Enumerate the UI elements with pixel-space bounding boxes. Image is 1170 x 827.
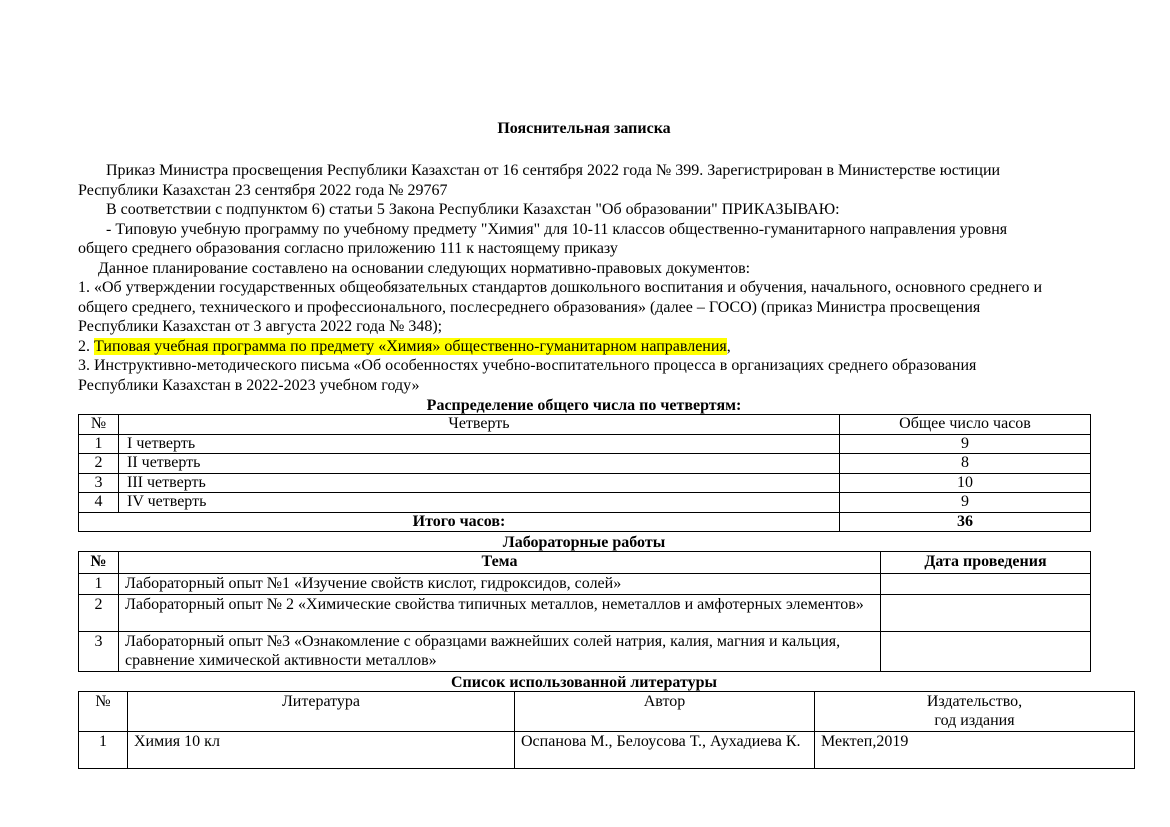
body-text [78, 161, 1090, 395]
table-row [79, 732, 1135, 769]
paragraph-line: В соответствии с подпунктом 6) статьи 5 Закона Республики Казахстан "Об образовании" ПРИКАЗЫВАЮ: [106, 201, 840, 218]
row-number-cell: 3 [79, 632, 119, 672]
num-column-header: № [79, 552, 119, 574]
hours-column-header: Общее число часов [840, 415, 1091, 435]
paragraph-line: 1. «Об утверждении государственных общеобязательных стандартов дошкольного воспитания и обучения, начального, основного среднего и [78, 279, 1043, 296]
hours-cell: 9 [840, 493, 1091, 513]
publisher-header-line2: год издания [934, 711, 1015, 729]
date-column-header: Дата проведения [881, 552, 1091, 574]
topic-cell: Лабораторный опыт №1 «Изучение свойств кислот, гидроксидов, солей» [119, 573, 881, 595]
document-title: Пояснительная записка [497, 120, 671, 137]
author-column-header: Автор [515, 692, 815, 732]
page-content [78, 119, 1090, 769]
date-cell [881, 595, 1091, 632]
highlight-prefix: 2. [78, 337, 94, 355]
literature-table-heading: Список использованной литературы [451, 674, 717, 691]
paragraph-line-highlighted [78, 337, 1090, 357]
date-cell [881, 573, 1091, 595]
table-row [79, 473, 1091, 493]
publisher-header-line1: Издательство, [926, 693, 1023, 710]
hours-cell: 8 [840, 454, 1091, 474]
row-number-cell: 1 [79, 573, 119, 595]
topic-column-header: Тема [119, 552, 881, 574]
hours-cell: 10 [840, 473, 1091, 493]
topic-cell: Лабораторный опыт № 2 «Химические свойства типичных металлов, неметаллов и амфотерных элементов» [119, 595, 881, 632]
table-row [79, 493, 1091, 513]
date-cell [881, 632, 1091, 672]
table-header-row [79, 692, 1135, 732]
labs-table-heading: Лабораторные работы [502, 534, 666, 551]
paragraph-line: Республики Казахстан 23 сентября 2022 года № 29767 [78, 181, 448, 199]
hours-cell: 9 [840, 434, 1091, 454]
quarter-cell: I четверть [119, 434, 840, 454]
paragraph-line: общего среднего образования согласно приложению 111 к настоящему приказу [78, 240, 618, 257]
table-row [79, 573, 1091, 595]
topic-cell: Лабораторный опыт №3 «Ознакомление с образцами важнейших солей натрия, калия, магния и кальция, сравнение химической активности металлов» [119, 632, 881, 672]
table-total-row [79, 512, 1091, 532]
quarters-table-heading: Распределение общего числа по четвертям: [426, 397, 742, 414]
total-label-cell: Итого часов: [79, 512, 840, 532]
paragraph-line: - Типовую учебную программу по учебному предмету "Химия" для 10-11 классов общественно-гуманитарного направления уровня [106, 220, 1008, 238]
author-text: Оспанова М., Белоусова Т., Аухадиева К. [521, 733, 801, 750]
publisher-column-header [815, 692, 1135, 732]
paragraph-line: Приказ Министра просвещения Республики Казахстан от 16 сентября 2022 года № 399. Зарегистрирован в Министерстве юстиции [106, 162, 1001, 179]
table-header-row [79, 552, 1091, 574]
labs-table [78, 551, 1091, 672]
row-number-cell: 2 [79, 595, 119, 632]
paragraph-line: 3. Инструктивно-методического письма «Об особенностях учебно-воспитательного процесса в организациях среднего образования [78, 357, 977, 374]
author-cell [515, 732, 815, 769]
highlight-suffix: , [726, 337, 731, 355]
row-number-cell: 1 [79, 434, 119, 454]
highlighted-text: Типовая учебная программа по предмету «Химия» общественно-гуманитарном направления [94, 337, 727, 355]
row-number-cell: 3 [79, 473, 119, 493]
row-number-cell: 2 [79, 454, 119, 474]
row-number-cell: 4 [79, 493, 119, 513]
quarter-column-header: Четверть [119, 415, 840, 435]
literature-column-header: Литература [128, 692, 515, 732]
quarter-cell: IV четверть [119, 493, 840, 513]
table-row [79, 434, 1091, 454]
num-column-header: № [79, 415, 119, 435]
table-row [79, 632, 1091, 672]
quarters-table [78, 414, 1091, 532]
paragraph-line: Республики Казахстан от 3 августа 2022 года № 348); [78, 318, 443, 335]
num-column-header: № [79, 692, 128, 732]
paragraph-line: Республики Казахстан в 2022-2023 учебном году» [78, 376, 420, 394]
table-row [79, 454, 1091, 474]
paragraph-line: общего среднего, технического и профессионального, послесреднего образования» (далее – ГОСО) (приказ Министра просвещения [78, 298, 981, 316]
row-number-cell: 1 [79, 732, 128, 769]
quarter-cell: III четверть [119, 473, 840, 493]
total-value-cell: 36 [840, 512, 1091, 532]
table-row [79, 595, 1091, 632]
table-header-row [79, 415, 1091, 435]
literature-table [78, 691, 1135, 769]
paragraph-line: Данное планирование составлено на основании следующих нормативно-правовых документов: [98, 259, 751, 277]
publisher-cell: Мектеп,2019 [815, 732, 1135, 769]
literature-cell: Химия 10 кл [128, 732, 515, 769]
quarter-cell: II четверть [119, 454, 840, 474]
